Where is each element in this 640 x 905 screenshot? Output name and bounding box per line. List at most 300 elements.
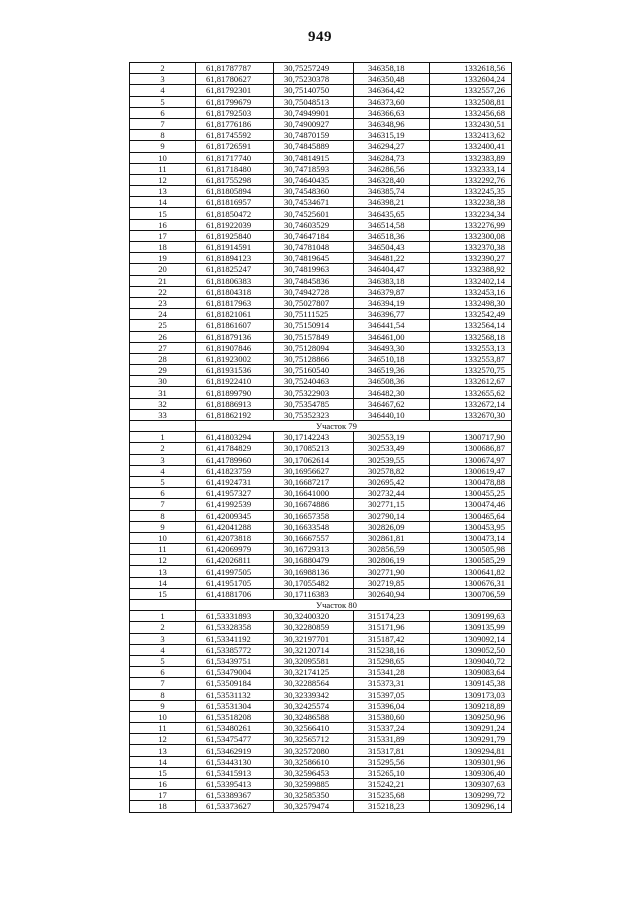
y-coordinate-cell: 1309052,50 bbox=[430, 644, 512, 655]
point-number-cell: 29 bbox=[130, 365, 196, 376]
longitude-cell: 30,75150914 bbox=[274, 320, 354, 331]
x-coordinate-cell: 346396,77 bbox=[354, 309, 430, 320]
table-row bbox=[130, 499, 512, 510]
table-row bbox=[130, 163, 512, 174]
table-row bbox=[130, 633, 512, 644]
point-number-cell: 3 bbox=[130, 74, 196, 85]
y-coordinate-cell: 1332245,35 bbox=[430, 186, 512, 197]
y-coordinate-cell: 1332238,38 bbox=[430, 197, 512, 208]
x-coordinate-cell: 302578,82 bbox=[354, 465, 430, 476]
point-number-cell: 9 bbox=[130, 700, 196, 711]
latitude-cell: 61,53518208 bbox=[196, 711, 274, 722]
latitude-cell: 61,81792301 bbox=[196, 85, 274, 96]
table-row bbox=[130, 700, 512, 711]
latitude-cell: 61,81925840 bbox=[196, 230, 274, 241]
point-number-cell: 30 bbox=[130, 376, 196, 387]
point-number-cell: 17 bbox=[130, 790, 196, 801]
latitude-cell: 61,41992539 bbox=[196, 499, 274, 510]
x-coordinate-cell: 302553,19 bbox=[354, 432, 430, 443]
x-coordinate-cell: 315235,68 bbox=[354, 790, 430, 801]
x-coordinate-cell: 315242,21 bbox=[354, 779, 430, 790]
x-coordinate-cell: 302771,15 bbox=[354, 499, 430, 510]
x-coordinate-cell: 346461,00 bbox=[354, 331, 430, 342]
table-row bbox=[130, 689, 512, 700]
y-coordinate-cell: 1332655,62 bbox=[430, 387, 512, 398]
table-row bbox=[130, 655, 512, 666]
table-row bbox=[130, 309, 512, 320]
point-number-cell: 2 bbox=[130, 443, 196, 454]
x-coordinate-cell: 346379,87 bbox=[354, 286, 430, 297]
x-coordinate-cell: 315295,56 bbox=[354, 756, 430, 767]
x-coordinate-cell: 346394,19 bbox=[354, 297, 430, 308]
y-coordinate-cell: 1332388,92 bbox=[430, 264, 512, 275]
x-coordinate-cell: 346383,18 bbox=[354, 275, 430, 286]
y-coordinate-cell: 1309199,63 bbox=[430, 611, 512, 622]
coordinates-table bbox=[129, 62, 512, 813]
x-coordinate-cell: 346358,18 bbox=[354, 63, 430, 74]
longitude-cell: 30,16674886 bbox=[274, 499, 354, 510]
y-coordinate-cell: 1309145,38 bbox=[430, 678, 512, 689]
table-row bbox=[130, 667, 512, 678]
table-row bbox=[130, 242, 512, 253]
x-coordinate-cell: 315341,28 bbox=[354, 667, 430, 678]
table-row bbox=[130, 734, 512, 745]
y-coordinate-cell: 1332400,41 bbox=[430, 141, 512, 152]
longitude-cell: 30,75240463 bbox=[274, 376, 354, 387]
point-number-cell: 23 bbox=[130, 297, 196, 308]
latitude-cell: 61,81780627 bbox=[196, 74, 274, 85]
longitude-cell: 30,74900927 bbox=[274, 118, 354, 129]
point-number-cell: 7 bbox=[130, 499, 196, 510]
table-row bbox=[130, 96, 512, 107]
table-row bbox=[130, 443, 512, 454]
table-row bbox=[130, 588, 512, 599]
latitude-cell: 61,53395413 bbox=[196, 779, 274, 790]
x-coordinate-cell: 315238,16 bbox=[354, 644, 430, 655]
point-number-cell: 21 bbox=[130, 275, 196, 286]
table-row bbox=[130, 622, 512, 633]
point-number-cell: 11 bbox=[130, 723, 196, 734]
y-coordinate-cell: 1309218,89 bbox=[430, 700, 512, 711]
point-number-cell: 25 bbox=[130, 320, 196, 331]
latitude-cell: 61,53373627 bbox=[196, 801, 274, 812]
x-coordinate-cell: 302771,90 bbox=[354, 566, 430, 577]
y-coordinate-cell: 1300706,59 bbox=[430, 588, 512, 599]
point-number-cell: 9 bbox=[130, 141, 196, 152]
longitude-cell: 30,32095581 bbox=[274, 655, 354, 666]
y-coordinate-cell: 1309173,03 bbox=[430, 689, 512, 700]
longitude-cell: 30,16956627 bbox=[274, 465, 354, 476]
latitude-cell: 61,81718480 bbox=[196, 163, 274, 174]
x-coordinate-cell: 315337,24 bbox=[354, 723, 430, 734]
section-header-row bbox=[130, 600, 512, 611]
point-number-cell: 10 bbox=[130, 711, 196, 722]
latitude-cell: 61,81922410 bbox=[196, 376, 274, 387]
longitude-cell: 30,74949901 bbox=[274, 107, 354, 118]
longitude-cell: 30,17142243 bbox=[274, 432, 354, 443]
y-coordinate-cell: 1332557,26 bbox=[430, 85, 512, 96]
point-number-cell: 8 bbox=[130, 510, 196, 521]
table-row bbox=[130, 779, 512, 790]
latitude-cell: 61,53415913 bbox=[196, 767, 274, 778]
longitude-cell: 30,75111525 bbox=[274, 309, 354, 320]
longitude-cell: 30,32288564 bbox=[274, 678, 354, 689]
table-row bbox=[130, 555, 512, 566]
latitude-cell: 61,42041288 bbox=[196, 521, 274, 532]
longitude-cell: 30,32280859 bbox=[274, 622, 354, 633]
x-coordinate-cell: 302861,81 bbox=[354, 532, 430, 543]
point-number-cell: 7 bbox=[130, 678, 196, 689]
x-coordinate-cell: 315397,05 bbox=[354, 689, 430, 700]
table-row bbox=[130, 365, 512, 376]
y-coordinate-cell: 1300641,82 bbox=[430, 566, 512, 577]
point-number-cell: 3 bbox=[130, 633, 196, 644]
section-title: Участок 79 bbox=[196, 421, 512, 432]
latitude-cell: 61,81787787 bbox=[196, 63, 274, 74]
table-row bbox=[130, 320, 512, 331]
y-coordinate-cell: 1309301,96 bbox=[430, 756, 512, 767]
point-number-cell: 13 bbox=[130, 566, 196, 577]
longitude-cell: 30,74534671 bbox=[274, 197, 354, 208]
x-coordinate-cell: 302826,09 bbox=[354, 521, 430, 532]
latitude-cell: 61,42073818 bbox=[196, 532, 274, 543]
point-number-cell: 13 bbox=[130, 745, 196, 756]
point-number-cell: 5 bbox=[130, 655, 196, 666]
table-row bbox=[130, 264, 512, 275]
y-coordinate-cell: 1300676,31 bbox=[430, 577, 512, 588]
latitude-cell: 61,81899790 bbox=[196, 387, 274, 398]
latitude-cell: 61,41789960 bbox=[196, 454, 274, 465]
longitude-cell: 30,74781048 bbox=[274, 242, 354, 253]
point-number-cell: 4 bbox=[130, 465, 196, 476]
latitude-cell: 61,81816957 bbox=[196, 197, 274, 208]
latitude-cell: 61,81776186 bbox=[196, 118, 274, 129]
table-row bbox=[130, 275, 512, 286]
y-coordinate-cell: 1332383,89 bbox=[430, 152, 512, 163]
y-coordinate-cell: 1300455,25 bbox=[430, 488, 512, 499]
point-number-cell: 3 bbox=[130, 454, 196, 465]
longitude-cell: 30,74845836 bbox=[274, 275, 354, 286]
y-coordinate-cell: 1332568,18 bbox=[430, 331, 512, 342]
longitude-cell: 30,32197701 bbox=[274, 633, 354, 644]
y-coordinate-cell: 1332390,27 bbox=[430, 253, 512, 264]
point-number-cell: 26 bbox=[130, 331, 196, 342]
latitude-cell: 61,81806383 bbox=[196, 275, 274, 286]
x-coordinate-cell: 346398,21 bbox=[354, 197, 430, 208]
latitude-cell: 61,53385772 bbox=[196, 644, 274, 655]
point-number-cell: 14 bbox=[130, 756, 196, 767]
x-coordinate-cell: 346348,96 bbox=[354, 118, 430, 129]
longitude-cell: 30,32566410 bbox=[274, 723, 354, 734]
y-coordinate-cell: 1309299,72 bbox=[430, 790, 512, 801]
longitude-cell: 30,74845889 bbox=[274, 141, 354, 152]
latitude-cell: 61,81862192 bbox=[196, 409, 274, 420]
latitude-cell: 61,81805894 bbox=[196, 186, 274, 197]
table-row bbox=[130, 454, 512, 465]
table-row bbox=[130, 130, 512, 141]
x-coordinate-cell: 315396,04 bbox=[354, 700, 430, 711]
point-number-cell: 20 bbox=[130, 264, 196, 275]
longitude-cell: 30,16988136 bbox=[274, 566, 354, 577]
x-coordinate-cell: 346364,42 bbox=[354, 85, 430, 96]
longitude-cell: 30,16633548 bbox=[274, 521, 354, 532]
longitude-cell: 30,17085213 bbox=[274, 443, 354, 454]
y-coordinate-cell: 1300585,29 bbox=[430, 555, 512, 566]
longitude-cell: 30,74525601 bbox=[274, 208, 354, 219]
point-number-cell: 4 bbox=[130, 85, 196, 96]
x-coordinate-cell: 315187,42 bbox=[354, 633, 430, 644]
y-coordinate-cell: 1332402,14 bbox=[430, 275, 512, 286]
longitude-cell: 30,16657358 bbox=[274, 510, 354, 521]
x-coordinate-cell: 346493,30 bbox=[354, 342, 430, 353]
y-coordinate-cell: 1309306,40 bbox=[430, 767, 512, 778]
y-coordinate-cell: 1332300,08 bbox=[430, 230, 512, 241]
latitude-cell: 61,81817963 bbox=[196, 297, 274, 308]
x-coordinate-cell: 315331,89 bbox=[354, 734, 430, 745]
x-coordinate-cell: 315265,10 bbox=[354, 767, 430, 778]
y-coordinate-cell: 1332276,99 bbox=[430, 219, 512, 230]
x-coordinate-cell: 346504,43 bbox=[354, 242, 430, 253]
latitude-cell: 61,81886913 bbox=[196, 398, 274, 409]
point-number-cell: 1 bbox=[130, 432, 196, 443]
y-coordinate-cell: 1332670,30 bbox=[430, 409, 512, 420]
y-coordinate-cell: 1300465,64 bbox=[430, 510, 512, 521]
y-coordinate-cell: 1332333,14 bbox=[430, 163, 512, 174]
table-row bbox=[130, 342, 512, 353]
longitude-cell: 30,74870159 bbox=[274, 130, 354, 141]
latitude-cell: 61,53439751 bbox=[196, 655, 274, 666]
x-coordinate-cell: 346518,36 bbox=[354, 230, 430, 241]
y-coordinate-cell: 1300717,90 bbox=[430, 432, 512, 443]
point-number-cell: 13 bbox=[130, 186, 196, 197]
latitude-cell: 61,41881706 bbox=[196, 588, 274, 599]
table-row bbox=[130, 141, 512, 152]
latitude-cell: 61,81799679 bbox=[196, 96, 274, 107]
y-coordinate-cell: 1332370,38 bbox=[430, 242, 512, 253]
table-row bbox=[130, 465, 512, 476]
table-row bbox=[130, 409, 512, 420]
y-coordinate-cell: 1309296,14 bbox=[430, 801, 512, 812]
longitude-cell: 30,74819645 bbox=[274, 253, 354, 264]
point-number-cell: 7 bbox=[130, 118, 196, 129]
longitude-cell: 30,74819963 bbox=[274, 264, 354, 275]
x-coordinate-cell: 346350,48 bbox=[354, 74, 430, 85]
table-row bbox=[130, 745, 512, 756]
y-coordinate-cell: 1309092,14 bbox=[430, 633, 512, 644]
point-number-cell: 33 bbox=[130, 409, 196, 420]
longitude-cell: 30,32174125 bbox=[274, 667, 354, 678]
point-number-cell: 28 bbox=[130, 353, 196, 364]
y-coordinate-cell: 1300474,46 bbox=[430, 499, 512, 510]
table-row bbox=[130, 801, 512, 812]
point-number-cell: 16 bbox=[130, 219, 196, 230]
point-number-cell: 22 bbox=[130, 286, 196, 297]
point-number-cell: 4 bbox=[130, 644, 196, 655]
point-number-cell: 32 bbox=[130, 398, 196, 409]
longitude-cell: 30,32586610 bbox=[274, 756, 354, 767]
longitude-cell: 30,17116383 bbox=[274, 588, 354, 599]
x-coordinate-cell: 346373,60 bbox=[354, 96, 430, 107]
latitude-cell: 61,53509184 bbox=[196, 678, 274, 689]
x-coordinate-cell: 346481,22 bbox=[354, 253, 430, 264]
y-coordinate-cell: 1332553,87 bbox=[430, 353, 512, 364]
longitude-cell: 30,74548360 bbox=[274, 186, 354, 197]
table-row bbox=[130, 532, 512, 543]
longitude-cell: 30,74640435 bbox=[274, 174, 354, 185]
latitude-cell: 61,81850472 bbox=[196, 208, 274, 219]
y-coordinate-cell: 1309083,64 bbox=[430, 667, 512, 678]
x-coordinate-cell: 346404,47 bbox=[354, 264, 430, 275]
point-number-cell: 24 bbox=[130, 309, 196, 320]
x-coordinate-cell: 346510,18 bbox=[354, 353, 430, 364]
table-row bbox=[130, 767, 512, 778]
latitude-cell: 61,41784829 bbox=[196, 443, 274, 454]
longitude-cell: 30,17055482 bbox=[274, 577, 354, 588]
table-row bbox=[130, 297, 512, 308]
y-coordinate-cell: 1332413,62 bbox=[430, 130, 512, 141]
point-number-cell: 5 bbox=[130, 476, 196, 487]
y-coordinate-cell: 1300674,97 bbox=[430, 454, 512, 465]
longitude-cell: 30,75128094 bbox=[274, 342, 354, 353]
table-row bbox=[130, 711, 512, 722]
latitude-cell: 61,53462919 bbox=[196, 745, 274, 756]
y-coordinate-cell: 1309294,81 bbox=[430, 745, 512, 756]
latitude-cell: 61,42009345 bbox=[196, 510, 274, 521]
longitude-cell: 30,32585350 bbox=[274, 790, 354, 801]
table-row bbox=[130, 790, 512, 801]
table-row bbox=[130, 353, 512, 364]
point-number-cell: 12 bbox=[130, 734, 196, 745]
latitude-cell: 61,81907846 bbox=[196, 342, 274, 353]
point-number-cell: 2 bbox=[130, 622, 196, 633]
point-number-cell: 6 bbox=[130, 488, 196, 499]
x-coordinate-cell: 315171,96 bbox=[354, 622, 430, 633]
longitude-cell: 30,16687217 bbox=[274, 476, 354, 487]
page-number: 949 bbox=[308, 29, 332, 45]
longitude-cell: 30,32400320 bbox=[274, 611, 354, 622]
table-row bbox=[130, 118, 512, 129]
longitude-cell: 30,32339342 bbox=[274, 689, 354, 700]
y-coordinate-cell: 1300453,95 bbox=[430, 521, 512, 532]
x-coordinate-cell: 346508,36 bbox=[354, 376, 430, 387]
longitude-cell: 30,74603529 bbox=[274, 219, 354, 230]
point-number-cell: 8 bbox=[130, 130, 196, 141]
x-coordinate-cell: 346441,54 bbox=[354, 320, 430, 331]
table-row bbox=[130, 186, 512, 197]
longitude-cell: 30,16641000 bbox=[274, 488, 354, 499]
y-coordinate-cell: 1300478,88 bbox=[430, 476, 512, 487]
point-number-cell: 17 bbox=[130, 230, 196, 241]
longitude-cell: 30,75128866 bbox=[274, 353, 354, 364]
table-row bbox=[130, 219, 512, 230]
latitude-cell: 61,53531132 bbox=[196, 689, 274, 700]
x-coordinate-cell: 346435,65 bbox=[354, 208, 430, 219]
longitude-cell: 30,75352323 bbox=[274, 409, 354, 420]
point-number-cell: 27 bbox=[130, 342, 196, 353]
latitude-cell: 61,53341192 bbox=[196, 633, 274, 644]
point-number-cell: 18 bbox=[130, 801, 196, 812]
table-row bbox=[130, 174, 512, 185]
table-row bbox=[130, 644, 512, 655]
point-number-cell: 15 bbox=[130, 588, 196, 599]
latitude-cell: 61,53443130 bbox=[196, 756, 274, 767]
y-coordinate-cell: 1332234,34 bbox=[430, 208, 512, 219]
table-row bbox=[130, 74, 512, 85]
point-number-cell: 11 bbox=[130, 163, 196, 174]
x-coordinate-cell: 346328,40 bbox=[354, 174, 430, 185]
point-number-cell: 15 bbox=[130, 208, 196, 219]
latitude-cell: 61,53531304 bbox=[196, 700, 274, 711]
latitude-cell: 61,41951705 bbox=[196, 577, 274, 588]
table-row bbox=[130, 253, 512, 264]
x-coordinate-cell: 315174,23 bbox=[354, 611, 430, 622]
table-row bbox=[130, 723, 512, 734]
y-coordinate-cell: 1309291,79 bbox=[430, 734, 512, 745]
y-coordinate-cell: 1332604,24 bbox=[430, 74, 512, 85]
latitude-cell: 61,81792503 bbox=[196, 107, 274, 118]
point-number-cell: 11 bbox=[130, 544, 196, 555]
point-number-cell: 10 bbox=[130, 152, 196, 163]
table-row bbox=[130, 197, 512, 208]
latitude-cell: 61,41803294 bbox=[196, 432, 274, 443]
point-number-cell: 6 bbox=[130, 107, 196, 118]
y-coordinate-cell: 1300473,14 bbox=[430, 532, 512, 543]
table-row bbox=[130, 544, 512, 555]
latitude-cell: 61,81821061 bbox=[196, 309, 274, 320]
longitude-cell: 30,75322903 bbox=[274, 387, 354, 398]
longitude-cell: 30,75230378 bbox=[274, 74, 354, 85]
latitude-cell: 61,81861607 bbox=[196, 320, 274, 331]
latitude-cell: 61,81717740 bbox=[196, 152, 274, 163]
y-coordinate-cell: 1332570,75 bbox=[430, 365, 512, 376]
point-number-cell: 19 bbox=[130, 253, 196, 264]
point-number-cell: 31 bbox=[130, 387, 196, 398]
y-coordinate-cell: 1332618,56 bbox=[430, 63, 512, 74]
latitude-cell: 61,53479004 bbox=[196, 667, 274, 678]
longitude-cell: 30,32120714 bbox=[274, 644, 354, 655]
point-number-cell: 8 bbox=[130, 689, 196, 700]
latitude-cell: 61,81755298 bbox=[196, 174, 274, 185]
latitude-cell: 61,53331893 bbox=[196, 611, 274, 622]
y-coordinate-cell: 1309135,99 bbox=[430, 622, 512, 633]
longitude-cell: 30,75027807 bbox=[274, 297, 354, 308]
y-coordinate-cell: 1300505,98 bbox=[430, 544, 512, 555]
section-title: Участок 80 bbox=[196, 600, 512, 611]
longitude-cell: 30,32579474 bbox=[274, 801, 354, 812]
x-coordinate-cell: 346514,58 bbox=[354, 219, 430, 230]
x-coordinate-cell: 302695,42 bbox=[354, 476, 430, 487]
table-row bbox=[130, 107, 512, 118]
longitude-cell: 30,75048513 bbox=[274, 96, 354, 107]
x-coordinate-cell: 346519,36 bbox=[354, 365, 430, 376]
longitude-cell: 30,32572080 bbox=[274, 745, 354, 756]
longitude-cell: 30,75140750 bbox=[274, 85, 354, 96]
y-coordinate-cell: 1332292,76 bbox=[430, 174, 512, 185]
y-coordinate-cell: 1332508,81 bbox=[430, 96, 512, 107]
latitude-cell: 61,41957327 bbox=[196, 488, 274, 499]
table-row bbox=[130, 756, 512, 767]
section-header-spacer bbox=[130, 421, 196, 432]
y-coordinate-cell: 1332453,16 bbox=[430, 286, 512, 297]
longitude-cell: 30,74718593 bbox=[274, 163, 354, 174]
y-coordinate-cell: 1332430,51 bbox=[430, 118, 512, 129]
longitude-cell: 30,74647184 bbox=[274, 230, 354, 241]
latitude-cell: 61,53389367 bbox=[196, 790, 274, 801]
latitude-cell: 61,81931536 bbox=[196, 365, 274, 376]
table-row bbox=[130, 152, 512, 163]
longitude-cell: 30,75354785 bbox=[274, 398, 354, 409]
section-header-row bbox=[130, 421, 512, 432]
